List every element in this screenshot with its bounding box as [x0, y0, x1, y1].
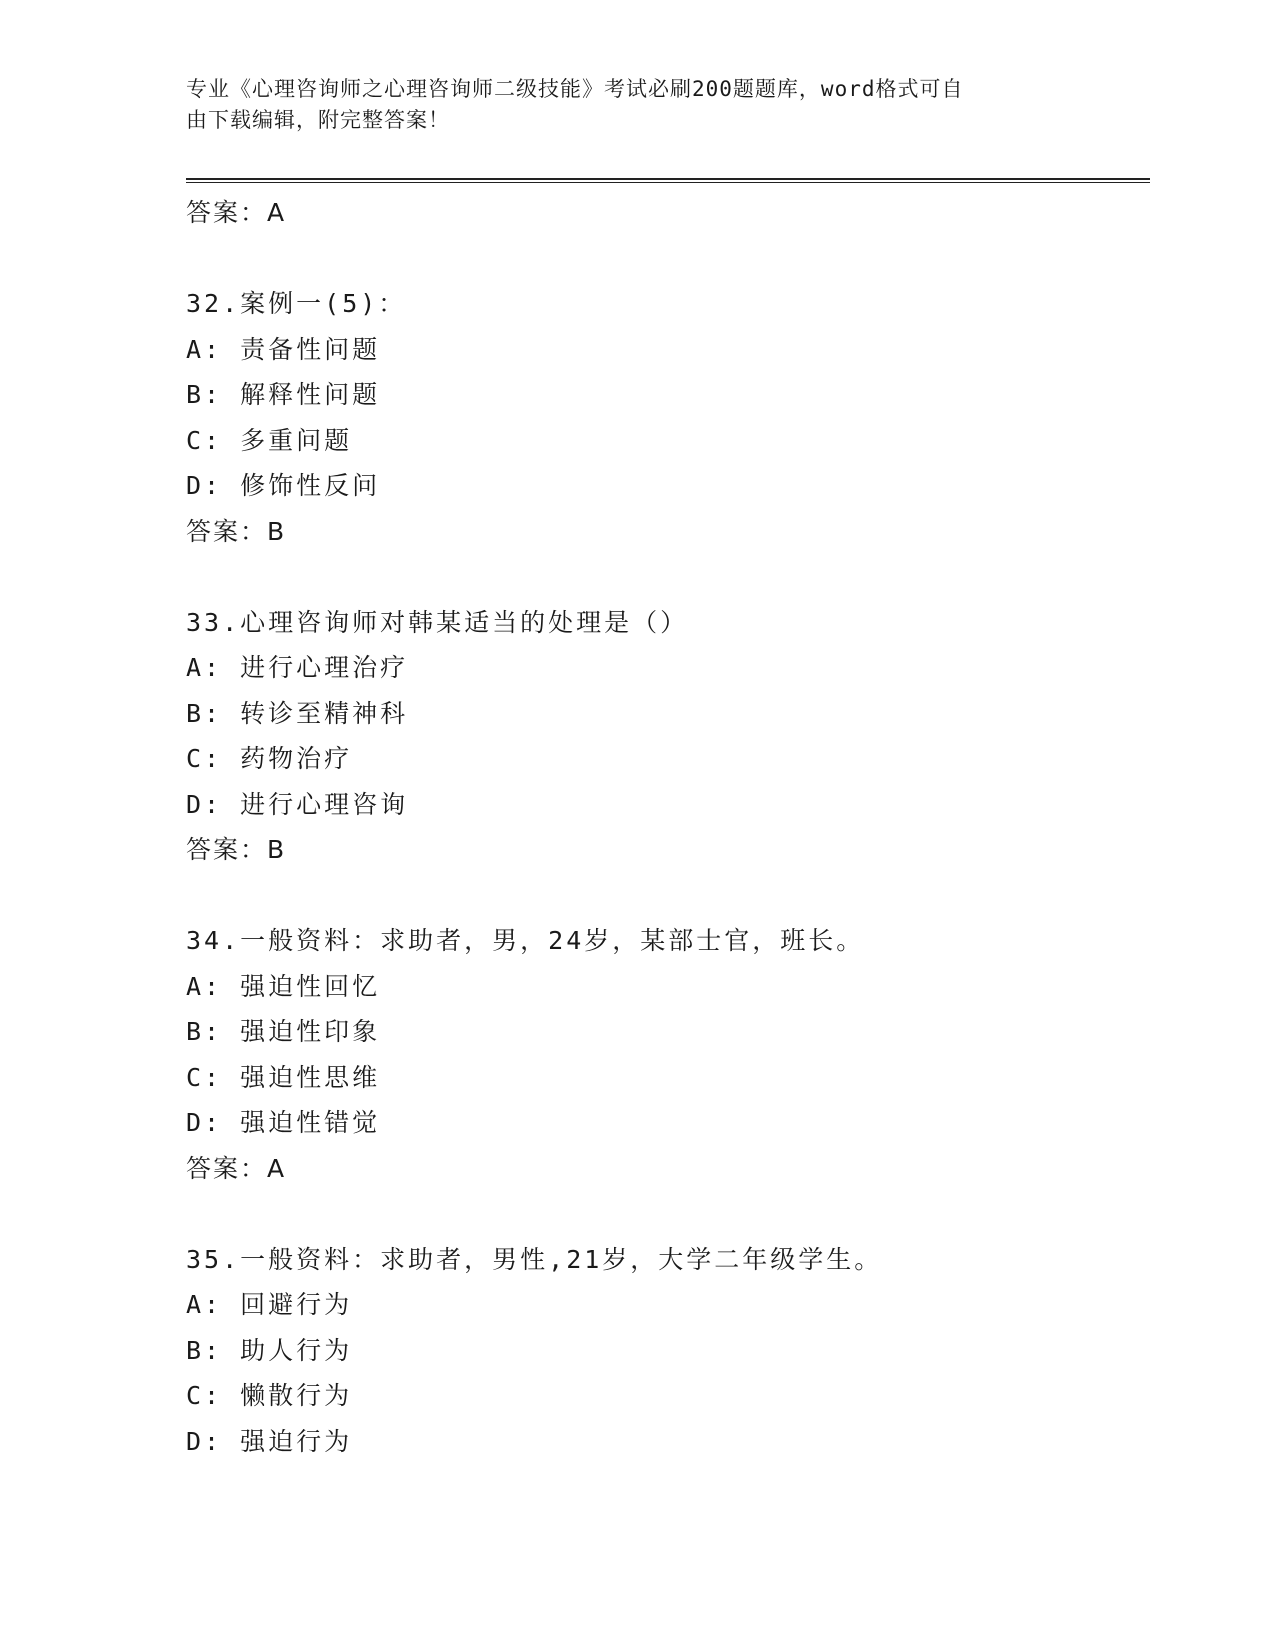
option-d: D: 强迫性错觉 [186, 1108, 381, 1137]
option-c: C: 懒散行为 [186, 1381, 353, 1410]
document-header [186, 74, 1066, 136]
question-list [186, 190, 1150, 1464]
option-b: B: 助人行为 [186, 1335, 353, 1365]
question-stem: 35.一般资料：求助者，男性,21岁，大学二年级学生。 [186, 1244, 883, 1274]
question-stem: 34.一般资料：求助者，男，24岁，某部士官，班长。 [186, 926, 865, 955]
option-b: B: 解释性问题 [186, 380, 381, 409]
option-c: C: 强迫性思维 [186, 1062, 381, 1092]
header-line-2: 由下载编辑，附完整答案！ [186, 108, 450, 132]
spacer [186, 236, 1150, 282]
option-b: B: 强迫性印象 [186, 1017, 381, 1046]
option-c: C: 多重问题 [186, 425, 353, 455]
header-divider [186, 178, 1150, 183]
option-d: D: 强迫行为 [186, 1426, 353, 1456]
header-line-1: 专业《心理咨询师之心理咨询师二级技能》考试必刷200题题库，word格式可自 [186, 77, 964, 101]
option-a: A: 强迫性回忆 [186, 971, 381, 1001]
question-stem: 33.心理咨询师对韩某适当的处理是（） [186, 607, 689, 637]
option-a: A: 回避行为 [186, 1290, 353, 1319]
option-a: A: 责备性问题 [186, 334, 381, 364]
option-b: B: 转诊至精神科 [186, 698, 409, 728]
spacer [186, 554, 1150, 600]
spacer [186, 1191, 1150, 1237]
option-c: C: 药物治疗 [186, 744, 353, 773]
question-stem: 32.案例一(5)： [186, 289, 407, 318]
answer-line: 答案：B [186, 835, 287, 864]
answer-line: 答案：B [186, 516, 287, 546]
option-d: D: 进行心理咨询 [186, 789, 409, 819]
option-a: A: 进行心理治疗 [186, 653, 409, 682]
answer-line: 答案：A [186, 1153, 287, 1183]
spacer [186, 873, 1150, 919]
option-d: D: 修饰性反问 [186, 471, 381, 500]
answer-line: 答案：A [186, 198, 287, 227]
